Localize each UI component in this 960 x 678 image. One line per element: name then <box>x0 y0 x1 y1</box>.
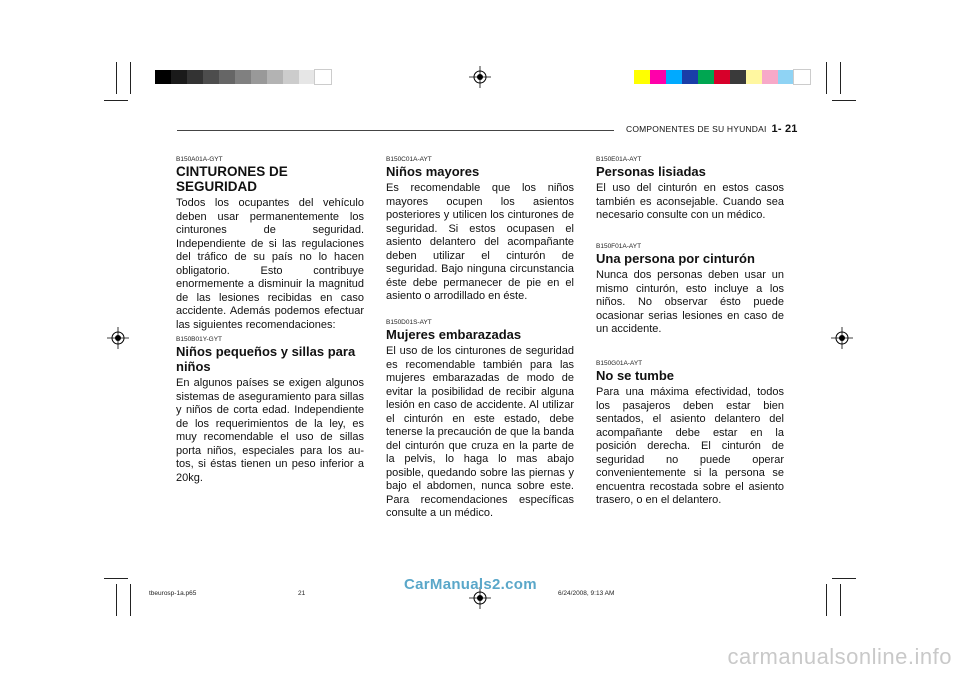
section-una-persona <box>596 243 784 337</box>
swatch <box>778 70 794 84</box>
section-body: En algunos países se exigen algunos sistemas de aseguramiento para sillas y niños de corta edad. Independiente de los requerimientos de la ley, es muy recomendable el uso de sillas porta niños, especiales para los au-tos, si éstas tienen un peso inferior a 20kg. <box>176 377 364 484</box>
swatch <box>251 70 267 84</box>
section-body: El uso del cinturón en estos casos también es aconsejable. Cuando sea necesario consulte con un médico. <box>596 182 784 221</box>
swatch <box>746 70 762 84</box>
swatch <box>187 70 203 84</box>
swatch <box>203 70 219 84</box>
site-watermark[interactable]: carmanualsonline.info <box>727 644 952 669</box>
section-body: Nunca dos personas deben usar un mismo cinturón, esto incluye a los niños. No observar ésto puede ocasionar serias lesiones en caso de un accidente. <box>596 269 784 335</box>
section-body: Es recomendable que los niños mayores ocupen los asientos posteriores y utilicen los cinturones de seguridad. Si estos ocupasen el asiento delantero del acompañante deben utilizar el cinturón de seguridad. Bajo ninguna circunstancia éste debe permanecer de pie en el asiento o arrodillado en éste. <box>386 182 574 302</box>
swatch <box>762 70 778 84</box>
footer-datetime: 6/24/2008, 9:13 AM <box>558 590 615 597</box>
grayscale-swatch-bar <box>155 70 331 84</box>
registration-mark-icon <box>469 66 491 88</box>
section-code: B150G01A-AYT <box>596 360 643 367</box>
section-no-se-tumbe <box>596 360 784 508</box>
section-personas-lisiadas <box>596 156 784 223</box>
section-mujeres-embarazadas <box>386 319 574 521</box>
section-title: Mujeres embarazadas <box>386 327 522 342</box>
section-title: Niños mayores <box>386 164 480 179</box>
registration-mark-icon <box>831 327 853 349</box>
section-title: Una persona por cinturón <box>596 251 755 266</box>
swatch <box>235 70 251 84</box>
section-code: B150C01A-AYT <box>386 156 432 163</box>
section-ninos-pequenos <box>176 336 364 485</box>
swatch <box>650 70 666 84</box>
swatch <box>794 70 810 84</box>
section-title: Niños pequeños y sillas para niños <box>176 344 356 374</box>
section-body: Para una máxima efectividad, todos los pasajeros deben estar bien sentados, el asiento delantero del acompañante debe estar en la posición derecha. El cinturón de seguridad no puede operar convenientemente si la persona se encuentra recostada sobre el asiento trasero, o en el delantero. <box>596 386 784 506</box>
swatch <box>155 70 171 84</box>
swatch <box>299 70 315 84</box>
footer-page: 21 <box>298 590 306 597</box>
swatch <box>634 70 650 84</box>
swatch <box>171 70 187 84</box>
section-title: Personas lisiadas <box>596 164 706 179</box>
section-body: Todos los ocupantes del vehículo deben usar permanentemente los cinturones de seguridad. Independiente de si las regulaciones del tráfico de su país no lo hacen obligatorio. Esto contribuye enormemente a disminuir la magnitud de las lesiones recibidas en caso accidente. Además podemos efectuar las siguientes recomendaciones: <box>176 197 364 331</box>
section-code: B150E01A-AYT <box>596 156 642 163</box>
footer-filename: tbeurosp-1a.p65 <box>149 590 197 597</box>
swatch <box>666 70 682 84</box>
section-ninos-mayores <box>386 156 574 304</box>
running-header <box>626 123 798 135</box>
swatch <box>283 70 299 84</box>
section-title: No se tumbe <box>596 368 675 383</box>
swatch <box>267 70 283 84</box>
swatch <box>219 70 235 84</box>
section-cinturones <box>176 156 364 332</box>
section-code: B150F01A-AYT <box>596 243 642 250</box>
swatch <box>714 70 730 84</box>
header-section-title: COMPONENTES DE SU HYUNDAI <box>626 124 767 134</box>
swatch <box>698 70 714 84</box>
swatch <box>730 70 746 84</box>
section-body: El uso de los cinturones de seguridad es recomendable también para las mujeres embarazadas de modo de evitar la posibilidad de recibir alguna lesión en caso de accidente. Al utilizar el cinturón en este estado, debe tenerse la precaución de que la banda del cinturón que cruza en la parte de la pelvis, lo haga lo mas abajo posible, quedando sobre las piernas y bajo el abdomen, nunca sobre este. Para recomendaciones específicas consulte a un médico. <box>386 345 574 519</box>
header-rule <box>177 130 614 131</box>
section-code: B150A01A-GYT <box>176 156 223 163</box>
swatch <box>682 70 698 84</box>
header-page-number: 1- 21 <box>771 123 798 135</box>
watermark-carmanuals[interactable]: CarManuals2.com <box>404 576 537 593</box>
registration-mark-icon <box>107 327 129 349</box>
section-code: B150D01S-AYT <box>386 319 432 326</box>
section-title: CINTURONES DE SEGURIDAD <box>176 164 288 194</box>
color-swatch-bar <box>634 70 810 84</box>
section-code: B150B01Y-GYT <box>176 336 223 343</box>
swatch <box>315 70 331 84</box>
